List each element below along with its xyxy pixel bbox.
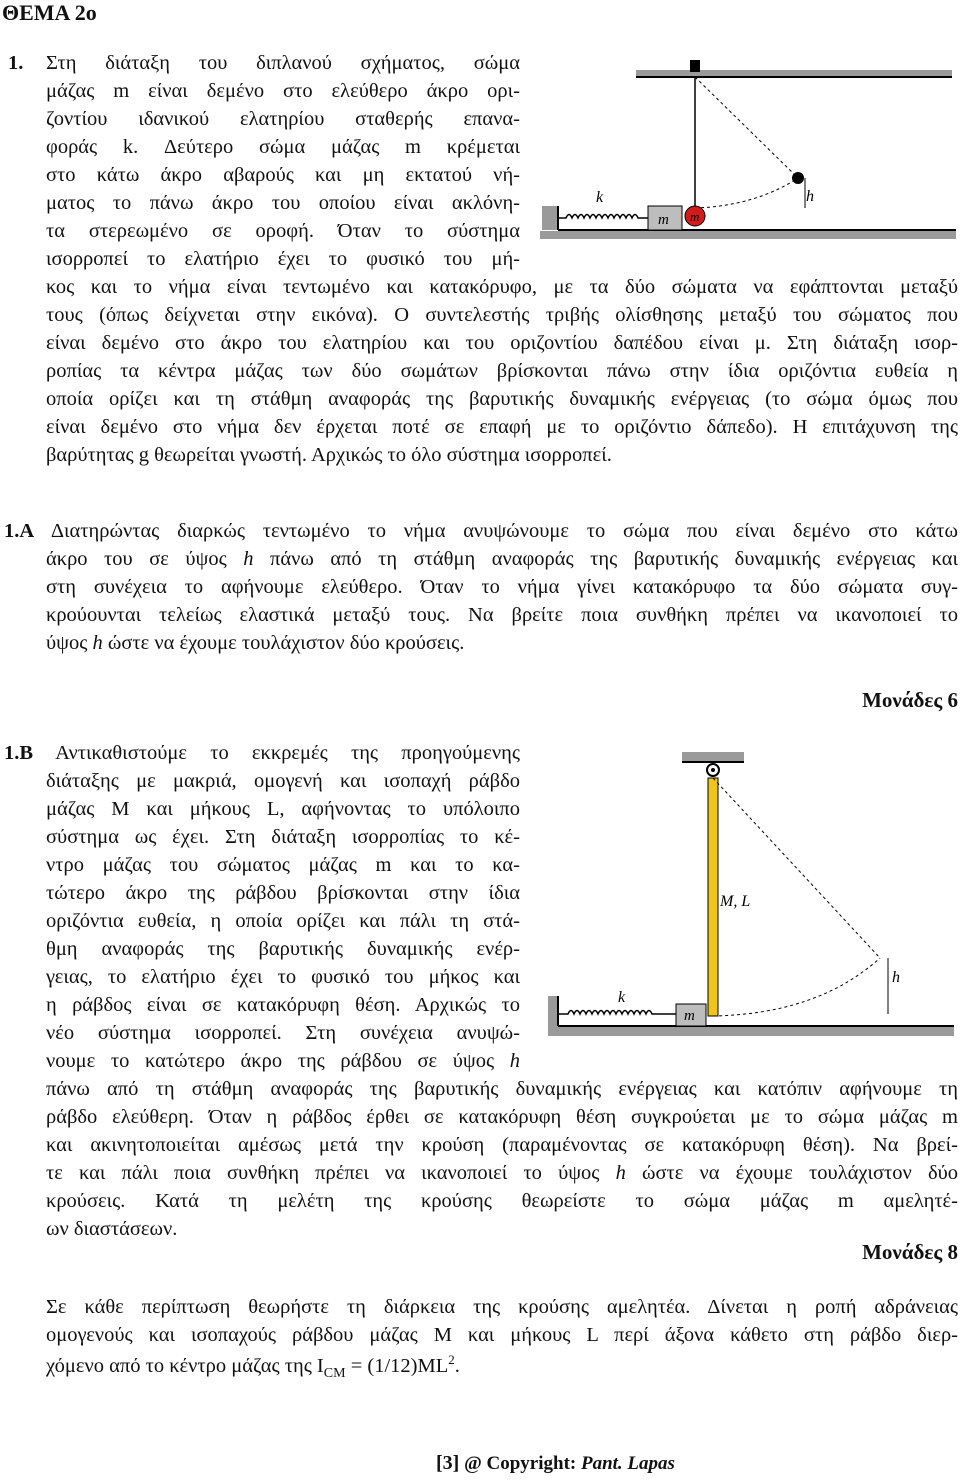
q1b-text-line: σύστημα ως έχει. Στη διάταξη ισορροπίας το κέ- xyxy=(46,826,520,848)
q1b-text-line: οριζόντια ευθεία, η οποία ορίζει και πάλι τη στά- xyxy=(46,910,520,932)
q1a-text-line: στη συνέχεια το αφήνουμε ελεύθερο. Όταν το νήμα γίνει κατακόρυφο τα δύο σώματα συγ- xyxy=(46,576,958,598)
q1a-units: Μονάδες 6 xyxy=(862,688,958,712)
q1-text-line: ροπίας τα κέντρα μάζας των δύο σωμάτων βρίσκονται πάνω στην ίδια οριζόντια ευθεία η xyxy=(46,360,958,382)
note-superscript: 2 xyxy=(448,1352,455,1367)
raised-bob xyxy=(792,172,804,184)
pivot xyxy=(690,60,700,72)
q1-text-line: ζοντίου ιδανικού ελατηρίου σταθερής επανα- xyxy=(46,108,520,130)
q1b-text-line: θμη αναφοράς της βαρυτικής δυναμικής ενέρ- xyxy=(46,938,520,960)
q1b-text-line: τώτερο άκρο της ράβδου βρίσκονται στην ίδια xyxy=(46,882,520,904)
q1-text-line: Στη διάταξη του διπλανού σχήματος, σώμα xyxy=(46,52,520,74)
q1b-text-line: ράβδο ελεύθερη. Όταν η ράβδος έρθει σε κατακόρυφη θέση συγκρούεται με το σώμα μάζας m xyxy=(46,1106,958,1128)
floor xyxy=(548,1026,954,1036)
q1b-lineh-a: τε και πάλι ποια συνθήκη πρέπει να ικανοποιεί το ύψος xyxy=(46,1162,616,1184)
note-subscript: CM xyxy=(323,1365,346,1381)
q1b-text-line: ων διαστάσεων. xyxy=(46,1218,178,1240)
q1a-line2-a: άκρο του σε ύψος xyxy=(46,548,244,570)
q1b-height-var: h xyxy=(615,1162,626,1184)
q1b-text-line: η ράβδος είναι σε κατακόρυφη θέση. Αρχικώς το xyxy=(46,994,520,1016)
q1-text-line: στο κάτω άκρο αβαρούς και μη εκτατού νή- xyxy=(46,164,520,186)
note-text-line: Σε κάθε περίπτωση θεωρήστε τη διάρκεια της κρούσης αμελητέα. Δίνεται η ροπή αδράνειας xyxy=(46,1296,958,1318)
q1a-height-var: h xyxy=(92,632,103,654)
note-line3-c: . xyxy=(454,1354,460,1377)
wall xyxy=(542,206,558,230)
q1b-lineh-b: ώστε να έχουμε τουλάχιστον δύο xyxy=(625,1162,958,1184)
q1-text-line: βαρύτητας g θεωρείται γνωστή. Αρχικώς το όλο σύστημα ισορροπεί. xyxy=(46,444,612,466)
q1b-text-line: νέο σύστημα ισορροπεί. Στη συνέχεια ανυψώ- xyxy=(46,1022,520,1044)
copyright-text: @ Copyright: xyxy=(464,1453,581,1474)
q1b-text-line: γειας, το ελατήριο έχει το φυσικό του μήκος και xyxy=(46,966,520,988)
note-line3-b: = (1/12)ML xyxy=(345,1354,449,1377)
q1b-text-line xyxy=(46,1050,520,1073)
floor xyxy=(540,231,956,239)
pendulum-spring-figure xyxy=(540,60,960,260)
ceiling xyxy=(636,70,952,76)
q1-text-line: φοράς k. Δεύτερο σώμα μάζας m κρέμεται xyxy=(46,136,520,158)
ceiling xyxy=(682,752,744,762)
q1-text-line: ματος το πάνω άκρο του οποίου είναι ακλόνη- xyxy=(46,192,520,214)
q1a-label: 1.Α xyxy=(4,520,35,542)
q1-text-line: τα στερεωμένο σε οροφή. Όταν το σύστημα xyxy=(46,220,520,242)
q1b-text-line: ντρο μάζας του σώματος μάζας m και το κα- xyxy=(46,854,520,876)
q1a-line2-b: πάνω από τη στάθμη αναφοράς της βαρυτικής δυναμικής ενέργειας και xyxy=(253,548,958,570)
q1a-height-var: h xyxy=(243,548,254,570)
wall xyxy=(548,996,558,1026)
spring-label: k xyxy=(596,189,604,206)
spring xyxy=(558,1011,676,1015)
q1a-text-line xyxy=(46,548,958,571)
q1b-text-line: μάζας Μ και μήκους L, αφήνοντας το υπόλοιπο xyxy=(46,798,520,820)
q1-text-line: μάζας m είναι δεμένο στο ελεύθερο άκρο ορι- xyxy=(46,80,520,102)
q1-text-line: οποία ορίζει και τη στάθμη αναφοράς της βαρυτικής δυναμικής ενέργειας (το σώμα όμως που xyxy=(46,388,958,410)
swing-arc xyxy=(713,958,880,1016)
author-name: Pant. Lapas xyxy=(580,1453,675,1474)
block-label: m xyxy=(684,1008,695,1024)
q1a-text-line xyxy=(4,520,958,543)
swing-arc xyxy=(695,178,798,208)
q1b-text-line xyxy=(46,1162,958,1185)
rod-label: M, L xyxy=(720,893,751,910)
footer xyxy=(436,1452,675,1475)
rod-spring-figure xyxy=(546,752,956,1042)
displaced-rod xyxy=(713,778,880,958)
q1b-line1-text: Αντικαθιστούμε το εκκρεμές της προηγούμενης xyxy=(33,742,520,764)
q1b-label: 1.Β xyxy=(4,742,34,764)
q1a-text-line: κρούουνται τελείως ελαστικά μεταξύ τους. Να βρείτε ποια συνθήκη πρέπει να ικανοποιεί το xyxy=(46,604,958,626)
spring xyxy=(558,215,648,219)
q1a-line5-a: ύψος xyxy=(46,632,93,654)
q1a-line5-b: ώστε να έχουμε τουλάχιστον δύο κρούσεις. xyxy=(102,632,465,654)
q1b-text-line: κρούσεις. Κατά τη μελέτη της κρούσης θεωρείστε το σώμα μάζας m αμελητέ- xyxy=(46,1190,958,1212)
height-label: h xyxy=(806,188,814,205)
height-label: h xyxy=(892,969,900,986)
question-number: 1. xyxy=(8,52,24,74)
q1-text-line: τους (όπως δείχνεται στην εικόνα). Ο συντελεστής τριβής ολίσθησης μεταξύ του σώματος που xyxy=(46,304,958,326)
q1a-line1-text: Διατηρώντας διαρκώς τεντωμένο το νήμα ανυψώνουμε το σώμα που είναι δεμένο στο κάτω xyxy=(34,520,958,542)
q1b-height-var: h xyxy=(509,1050,520,1072)
q1-text-line: είναι δεμένο στο νήμα δεν έρχεται ποτέ σε επαφή με το οριζόντιο δάπεδο). Η επιτάχυνση της xyxy=(46,416,958,438)
note-text-line xyxy=(46,1352,460,1382)
note-line3-a: χόμενο από το κέντρο μάζας της I xyxy=(46,1354,324,1377)
q1b-text-line: και ακινητοποιείται αμέσως μετά την κρούση (παραμένοντας σε κατακόρυφη θέση). Να βρεί- xyxy=(46,1134,958,1156)
q1a-text-line xyxy=(46,632,464,655)
q1-text-line: κος και το νήμα είναι τεντωμένο και κατακόρυφο, με τα δύο σώματα να εφάπτονται μεταξύ xyxy=(46,276,958,298)
page-number: [3] xyxy=(436,1452,460,1474)
q1b-line-a: νουμε το κατώτερο άκρο της ράβδου σε ύψος xyxy=(46,1050,510,1072)
section-heading: ΘΕΜΑ 2ο xyxy=(2,0,97,25)
q1-text-line: ισορροπεί το ελατήριο έχει το φυσικό του μή- xyxy=(46,248,520,270)
q1-text-line: είναι δεμένο στο άκρο του ελατηρίου και του οριζοντίου δαπέδου είναι μ. Στη διάταξη ισορ- xyxy=(46,332,958,354)
note-text-line: ομογενούς και ισοπαχούς ράβδου μάζας Μ και μήκους L περί άξονα κάθετο στη ράβδο διερ- xyxy=(46,1324,958,1346)
block-label: m xyxy=(658,212,669,228)
rod xyxy=(708,778,718,1016)
spring-label: k xyxy=(618,989,626,1006)
q1b-text-line xyxy=(4,742,520,765)
q1b-units: Μονάδες 8 xyxy=(862,1240,958,1264)
pivot-center xyxy=(711,768,715,772)
q1b-text-line: πάνω από τη στάθμη αναφοράς της βαρυτικής δυναμικής ενέργειας και κατόπιν αφήνουμε τη xyxy=(46,1078,958,1100)
bob-label: m xyxy=(690,209,700,224)
displaced-string xyxy=(695,77,798,178)
q1b-text-line: διάταξης με μακριά, ομογενή και ισοπαχή ράβδο xyxy=(46,770,520,792)
